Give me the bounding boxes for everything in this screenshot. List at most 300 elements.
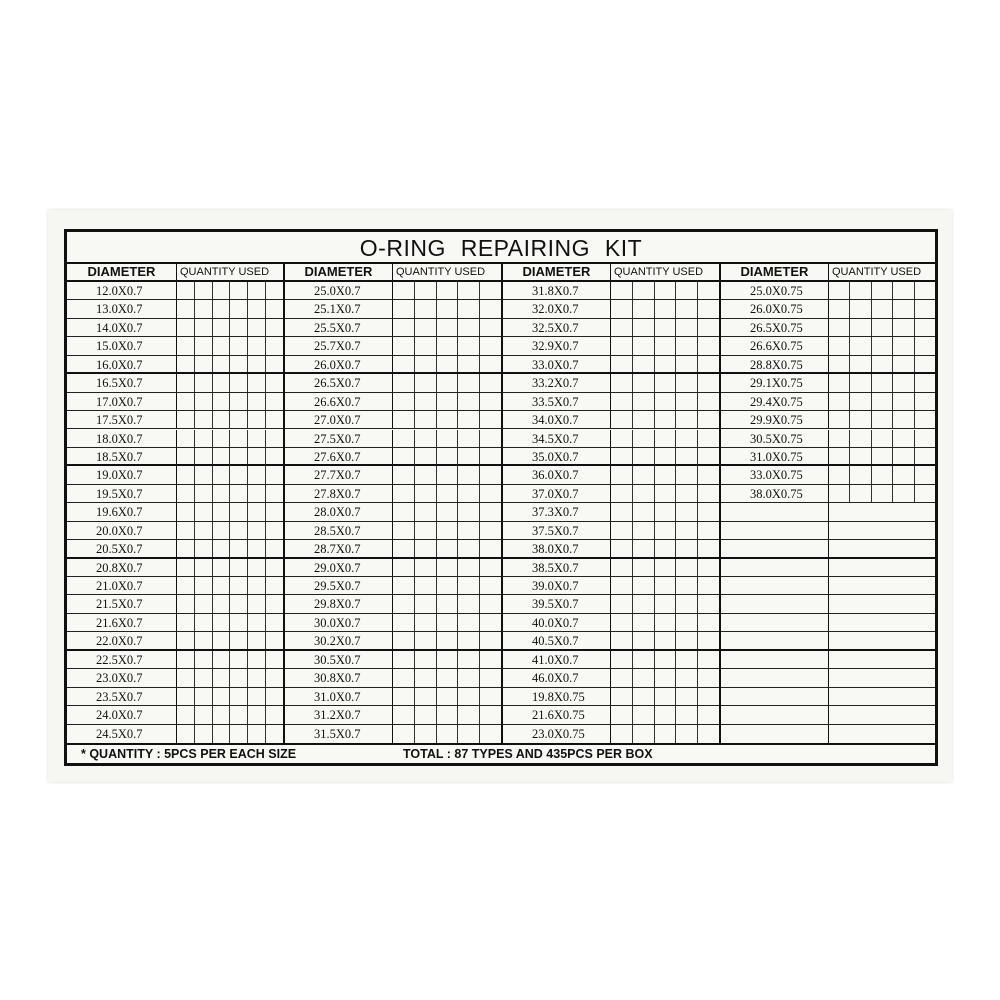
quantity-checkbox[interactable] [248,651,266,668]
quantity-checkbox[interactable] [676,393,698,410]
quantity-checkbox[interactable] [195,688,213,705]
quantity-checkbox[interactable] [213,393,231,410]
quantity-checkbox[interactable] [893,448,914,464]
quantity-checkbox[interactable] [213,319,231,336]
quantity-checkbox[interactable] [698,540,719,556]
quantity-checkbox[interactable] [676,577,698,594]
quantity-checkbox[interactable] [437,319,459,336]
quantity-checkbox[interactable] [458,319,480,336]
quantity-checkbox[interactable] [195,411,213,428]
quantity-checkbox[interactable] [230,706,248,723]
quantity-checkbox[interactable] [480,485,501,502]
quantity-checkbox[interactable] [437,725,459,743]
quantity-checkbox[interactable] [415,411,437,428]
quantity-checkbox[interactable] [393,725,415,743]
quantity-checkbox[interactable] [611,595,633,612]
quantity-checkbox[interactable] [829,282,850,299]
quantity-checkbox[interactable] [195,632,213,648]
quantity-checkbox[interactable] [480,448,501,464]
quantity-checkbox[interactable] [676,356,698,372]
quantity-checkbox[interactable] [611,632,633,648]
quantity-checkbox[interactable] [480,540,501,556]
quantity-checkbox[interactable] [850,282,871,299]
quantity-checkbox[interactable] [195,614,213,631]
quantity-checkbox[interactable] [266,300,283,317]
quantity-checkbox[interactable] [893,300,914,317]
quantity-checkbox[interactable] [266,503,283,520]
quantity-checkbox[interactable] [829,374,850,391]
quantity-checkbox[interactable] [177,614,195,631]
quantity-checkbox[interactable] [230,669,248,686]
quantity-checkbox[interactable] [698,374,719,391]
quantity-checkbox[interactable] [213,448,231,464]
quantity-checkbox[interactable] [850,430,871,447]
quantity-checkbox[interactable] [480,651,501,668]
quantity-checkbox[interactable] [230,430,248,447]
quantity-checkbox[interactable] [393,466,415,483]
quantity-checkbox[interactable] [195,522,213,539]
quantity-checkbox[interactable] [611,300,633,317]
quantity-checkbox[interactable] [655,319,677,336]
quantity-checkbox[interactable] [698,614,719,631]
quantity-checkbox[interactable] [437,430,459,447]
quantity-checkbox[interactable] [213,706,231,723]
quantity-checkbox[interactable] [893,485,914,502]
quantity-checkbox[interactable] [611,706,633,723]
quantity-checkbox[interactable] [415,319,437,336]
quantity-checkbox[interactable] [698,393,719,410]
quantity-checkbox[interactable] [698,559,719,576]
quantity-checkbox[interactable] [437,485,459,502]
quantity-checkbox[interactable] [415,337,437,354]
quantity-checkbox[interactable] [676,559,698,576]
quantity-checkbox[interactable] [415,669,437,686]
quantity-checkbox[interactable] [437,393,459,410]
quantity-checkbox[interactable] [872,393,893,410]
quantity-checkbox[interactable] [633,595,655,612]
quantity-checkbox[interactable] [177,282,195,299]
quantity-checkbox[interactable] [230,485,248,502]
quantity-checkbox[interactable] [480,337,501,354]
quantity-checkbox[interactable] [611,669,633,686]
quantity-checkbox[interactable] [698,448,719,464]
quantity-checkbox[interactable] [266,540,283,556]
quantity-checkbox[interactable] [415,688,437,705]
quantity-checkbox[interactable] [915,485,935,502]
quantity-checkbox[interactable] [393,319,415,336]
quantity-checkbox[interactable] [655,595,677,612]
quantity-checkbox[interactable] [230,503,248,520]
quantity-checkbox[interactable] [676,448,698,464]
quantity-checkbox[interactable] [437,651,459,668]
quantity-checkbox[interactable] [655,411,677,428]
quantity-checkbox[interactable] [480,503,501,520]
quantity-checkbox[interactable] [213,632,231,648]
quantity-checkbox[interactable] [266,577,283,594]
quantity-checkbox[interactable] [850,319,871,336]
quantity-checkbox[interactable] [213,337,231,354]
quantity-checkbox[interactable] [437,282,459,299]
quantity-checkbox[interactable] [458,632,480,648]
quantity-checkbox[interactable] [230,688,248,705]
quantity-checkbox[interactable] [177,632,195,648]
quantity-checkbox[interactable] [213,522,231,539]
quantity-checkbox[interactable] [893,337,914,354]
quantity-checkbox[interactable] [177,319,195,336]
quantity-checkbox[interactable] [437,632,459,648]
quantity-checkbox[interactable] [195,448,213,464]
quantity-checkbox[interactable] [480,466,501,483]
quantity-checkbox[interactable] [480,430,501,447]
quantity-checkbox[interactable] [266,374,283,391]
quantity-checkbox[interactable] [213,356,231,372]
quantity-checkbox[interactable] [480,411,501,428]
quantity-checkbox[interactable] [915,448,935,464]
quantity-checkbox[interactable] [230,337,248,354]
quantity-checkbox[interactable] [415,540,437,556]
quantity-checkbox[interactable] [393,411,415,428]
quantity-checkbox[interactable] [676,614,698,631]
quantity-checkbox[interactable] [829,448,850,464]
quantity-checkbox[interactable] [698,688,719,705]
quantity-checkbox[interactable] [213,466,231,483]
quantity-checkbox[interactable] [266,522,283,539]
quantity-checkbox[interactable] [458,577,480,594]
quantity-checkbox[interactable] [248,300,266,317]
quantity-checkbox[interactable] [655,632,677,648]
quantity-checkbox[interactable] [633,540,655,556]
quantity-checkbox[interactable] [480,706,501,723]
quantity-checkbox[interactable] [195,706,213,723]
quantity-checkbox[interactable] [230,632,248,648]
quantity-checkbox[interactable] [266,282,283,299]
quantity-checkbox[interactable] [393,706,415,723]
quantity-checkbox[interactable] [177,503,195,520]
quantity-checkbox[interactable] [248,337,266,354]
quantity-checkbox[interactable] [266,725,283,743]
quantity-checkbox[interactable] [437,540,459,556]
quantity-checkbox[interactable] [266,430,283,447]
quantity-checkbox[interactable] [248,706,266,723]
quantity-checkbox[interactable] [230,411,248,428]
quantity-checkbox[interactable] [415,430,437,447]
quantity-checkbox[interactable] [415,374,437,391]
quantity-checkbox[interactable] [655,651,677,668]
quantity-checkbox[interactable] [458,595,480,612]
quantity-checkbox[interactable] [415,393,437,410]
quantity-checkbox[interactable] [611,577,633,594]
quantity-checkbox[interactable] [633,688,655,705]
quantity-checkbox[interactable] [633,337,655,354]
quantity-checkbox[interactable] [177,337,195,354]
quantity-checkbox[interactable] [437,337,459,354]
quantity-checkbox[interactable] [655,393,677,410]
quantity-checkbox[interactable] [655,337,677,354]
quantity-checkbox[interactable] [480,688,501,705]
quantity-checkbox[interactable] [393,374,415,391]
quantity-checkbox[interactable] [177,577,195,594]
quantity-checkbox[interactable] [266,669,283,686]
quantity-checkbox[interactable] [415,706,437,723]
quantity-checkbox[interactable] [213,651,231,668]
quantity-checkbox[interactable] [437,559,459,576]
quantity-checkbox[interactable] [458,614,480,631]
quantity-checkbox[interactable] [655,540,677,556]
quantity-checkbox[interactable] [248,319,266,336]
quantity-checkbox[interactable] [393,282,415,299]
quantity-checkbox[interactable] [177,393,195,410]
quantity-checkbox[interactable] [266,337,283,354]
quantity-checkbox[interactable] [266,466,283,483]
quantity-checkbox[interactable] [230,595,248,612]
quantity-checkbox[interactable] [676,522,698,539]
quantity-checkbox[interactable] [655,485,677,502]
quantity-checkbox[interactable] [266,448,283,464]
quantity-checkbox[interactable] [611,337,633,354]
quantity-checkbox[interactable] [676,725,698,743]
quantity-checkbox[interactable] [698,706,719,723]
quantity-checkbox[interactable] [633,614,655,631]
quantity-checkbox[interactable] [611,356,633,372]
quantity-checkbox[interactable] [829,356,850,372]
quantity-checkbox[interactable] [248,577,266,594]
quantity-checkbox[interactable] [393,485,415,502]
quantity-checkbox[interactable] [872,411,893,428]
quantity-checkbox[interactable] [611,725,633,743]
quantity-checkbox[interactable] [437,669,459,686]
quantity-checkbox[interactable] [633,577,655,594]
quantity-checkbox[interactable] [213,688,231,705]
quantity-checkbox[interactable] [458,448,480,464]
quantity-checkbox[interactable] [829,300,850,317]
quantity-checkbox[interactable] [611,559,633,576]
quantity-checkbox[interactable] [230,614,248,631]
quantity-checkbox[interactable] [213,300,231,317]
quantity-checkbox[interactable] [213,430,231,447]
quantity-checkbox[interactable] [437,614,459,631]
quantity-checkbox[interactable] [177,485,195,502]
quantity-checkbox[interactable] [698,725,719,743]
quantity-checkbox[interactable] [415,522,437,539]
quantity-checkbox[interactable] [676,632,698,648]
quantity-checkbox[interactable] [611,374,633,391]
quantity-checkbox[interactable] [480,669,501,686]
quantity-checkbox[interactable] [872,430,893,447]
quantity-checkbox[interactable] [458,503,480,520]
quantity-checkbox[interactable] [415,282,437,299]
quantity-checkbox[interactable] [872,319,893,336]
quantity-checkbox[interactable] [655,725,677,743]
quantity-checkbox[interactable] [195,577,213,594]
quantity-checkbox[interactable] [195,282,213,299]
quantity-checkbox[interactable] [458,430,480,447]
quantity-checkbox[interactable] [611,688,633,705]
quantity-checkbox[interactable] [829,393,850,410]
quantity-checkbox[interactable] [611,411,633,428]
quantity-checkbox[interactable] [393,522,415,539]
quantity-checkbox[interactable] [195,374,213,391]
quantity-checkbox[interactable] [850,411,871,428]
quantity-checkbox[interactable] [195,595,213,612]
quantity-checkbox[interactable] [393,688,415,705]
quantity-checkbox[interactable] [213,411,231,428]
quantity-checkbox[interactable] [248,595,266,612]
quantity-checkbox[interactable] [655,430,677,447]
quantity-checkbox[interactable] [248,430,266,447]
quantity-checkbox[interactable] [393,356,415,372]
quantity-checkbox[interactable] [655,503,677,520]
quantity-checkbox[interactable] [195,485,213,502]
quantity-checkbox[interactable] [458,411,480,428]
quantity-checkbox[interactable] [177,300,195,317]
quantity-checkbox[interactable] [633,522,655,539]
quantity-checkbox[interactable] [480,319,501,336]
quantity-checkbox[interactable] [195,466,213,483]
quantity-checkbox[interactable] [458,559,480,576]
quantity-checkbox[interactable] [655,522,677,539]
quantity-checkbox[interactable] [676,669,698,686]
quantity-checkbox[interactable] [676,319,698,336]
quantity-checkbox[interactable] [698,522,719,539]
quantity-checkbox[interactable] [415,651,437,668]
quantity-checkbox[interactable] [480,725,501,743]
quantity-checkbox[interactable] [611,540,633,556]
quantity-checkbox[interactable] [248,411,266,428]
quantity-checkbox[interactable] [230,448,248,464]
quantity-checkbox[interactable] [266,393,283,410]
quantity-checkbox[interactable] [437,688,459,705]
quantity-checkbox[interactable] [266,595,283,612]
quantity-checkbox[interactable] [415,725,437,743]
quantity-checkbox[interactable] [611,282,633,299]
quantity-checkbox[interactable] [177,688,195,705]
quantity-checkbox[interactable] [611,448,633,464]
quantity-checkbox[interactable] [633,632,655,648]
quantity-checkbox[interactable] [611,614,633,631]
quantity-checkbox[interactable] [850,337,871,354]
quantity-checkbox[interactable] [177,706,195,723]
quantity-checkbox[interactable] [611,522,633,539]
quantity-checkbox[interactable] [415,632,437,648]
quantity-checkbox[interactable] [230,577,248,594]
quantity-checkbox[interactable] [633,374,655,391]
quantity-checkbox[interactable] [195,319,213,336]
quantity-checkbox[interactable] [415,448,437,464]
quantity-checkbox[interactable] [633,356,655,372]
quantity-checkbox[interactable] [213,725,231,743]
quantity-checkbox[interactable] [248,485,266,502]
quantity-checkbox[interactable] [177,466,195,483]
quantity-checkbox[interactable] [698,337,719,354]
quantity-checkbox[interactable] [393,540,415,556]
quantity-checkbox[interactable] [611,651,633,668]
quantity-checkbox[interactable] [393,503,415,520]
quantity-checkbox[interactable] [266,356,283,372]
quantity-checkbox[interactable] [829,337,850,354]
quantity-checkbox[interactable] [415,595,437,612]
quantity-checkbox[interactable] [655,374,677,391]
quantity-checkbox[interactable] [230,725,248,743]
quantity-checkbox[interactable] [676,595,698,612]
quantity-checkbox[interactable] [872,374,893,391]
quantity-checkbox[interactable] [195,300,213,317]
quantity-checkbox[interactable] [655,282,677,299]
quantity-checkbox[interactable] [458,540,480,556]
quantity-checkbox[interactable] [480,522,501,539]
quantity-checkbox[interactable] [230,540,248,556]
quantity-checkbox[interactable] [230,651,248,668]
quantity-checkbox[interactable] [393,669,415,686]
quantity-checkbox[interactable] [458,725,480,743]
quantity-checkbox[interactable] [437,448,459,464]
quantity-checkbox[interactable] [850,466,871,483]
quantity-checkbox[interactable] [458,688,480,705]
quantity-checkbox[interactable] [698,651,719,668]
quantity-checkbox[interactable] [177,430,195,447]
quantity-checkbox[interactable] [437,706,459,723]
quantity-checkbox[interactable] [633,559,655,576]
quantity-checkbox[interactable] [655,688,677,705]
quantity-checkbox[interactable] [177,540,195,556]
quantity-checkbox[interactable] [829,411,850,428]
quantity-checkbox[interactable] [655,466,677,483]
quantity-checkbox[interactable] [458,282,480,299]
quantity-checkbox[interactable] [213,503,231,520]
quantity-checkbox[interactable] [458,393,480,410]
quantity-checkbox[interactable] [698,356,719,372]
quantity-checkbox[interactable] [230,319,248,336]
quantity-checkbox[interactable] [415,485,437,502]
quantity-checkbox[interactable] [850,485,871,502]
quantity-checkbox[interactable] [266,319,283,336]
quantity-checkbox[interactable] [437,522,459,539]
quantity-checkbox[interactable] [213,282,231,299]
quantity-checkbox[interactable] [915,430,935,447]
quantity-checkbox[interactable] [177,595,195,612]
quantity-checkbox[interactable] [698,319,719,336]
quantity-checkbox[interactable] [633,319,655,336]
quantity-checkbox[interactable] [480,559,501,576]
quantity-checkbox[interactable] [195,503,213,520]
quantity-checkbox[interactable] [633,669,655,686]
quantity-checkbox[interactable] [480,282,501,299]
quantity-checkbox[interactable] [893,319,914,336]
quantity-checkbox[interactable] [655,669,677,686]
quantity-checkbox[interactable] [393,300,415,317]
quantity-checkbox[interactable] [480,356,501,372]
quantity-checkbox[interactable] [393,651,415,668]
quantity-checkbox[interactable] [633,651,655,668]
quantity-checkbox[interactable] [437,411,459,428]
quantity-checkbox[interactable] [437,595,459,612]
quantity-checkbox[interactable] [177,448,195,464]
quantity-checkbox[interactable] [248,374,266,391]
quantity-checkbox[interactable] [248,725,266,743]
quantity-checkbox[interactable] [458,374,480,391]
quantity-checkbox[interactable] [248,614,266,631]
quantity-checkbox[interactable] [850,393,871,410]
quantity-checkbox[interactable] [915,374,935,391]
quantity-checkbox[interactable] [633,448,655,464]
quantity-checkbox[interactable] [829,319,850,336]
quantity-checkbox[interactable] [437,503,459,520]
quantity-checkbox[interactable] [195,559,213,576]
quantity-checkbox[interactable] [655,356,677,372]
quantity-checkbox[interactable] [393,430,415,447]
quantity-checkbox[interactable] [195,356,213,372]
quantity-checkbox[interactable] [230,356,248,372]
quantity-checkbox[interactable] [480,632,501,648]
